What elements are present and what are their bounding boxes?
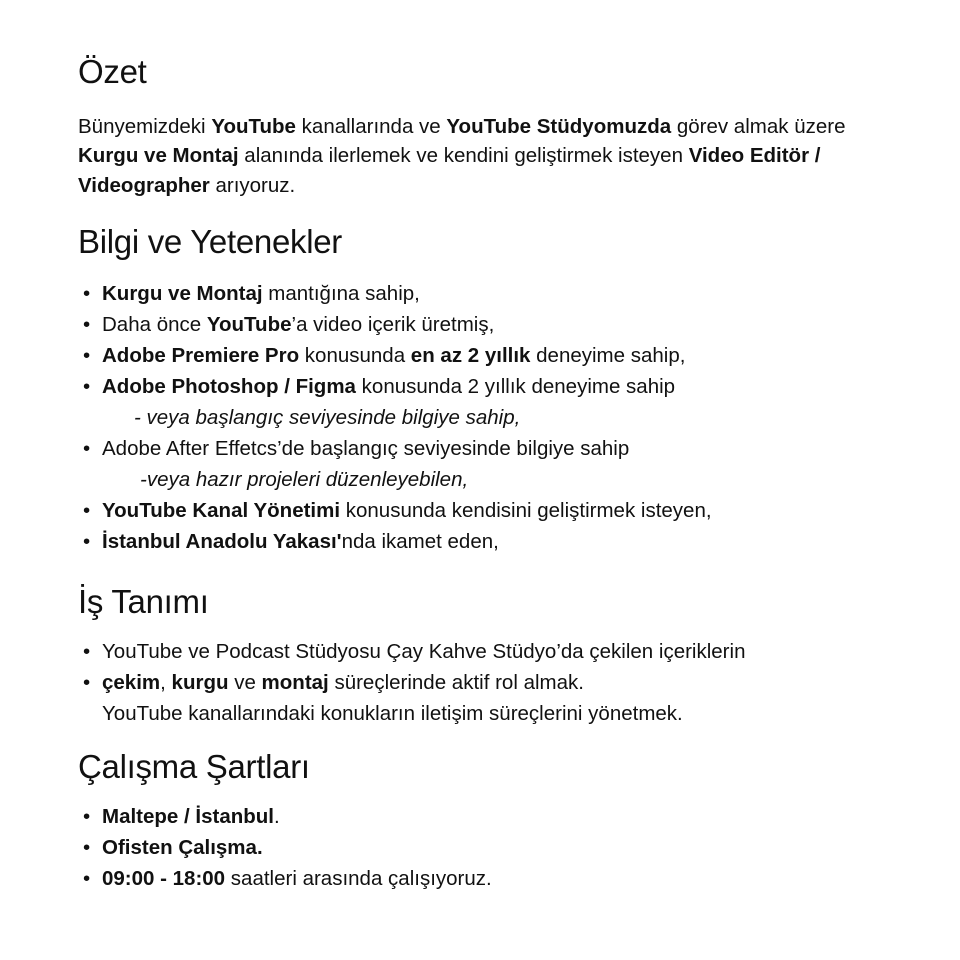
bold-text: en az 2 yıllık <box>410 343 531 367</box>
text-run: nda ikamet eden, <box>341 529 499 553</box>
bullet-icon: • <box>83 835 91 859</box>
text-run: Adobe After Effetcs’de başlangıç seviyesinde bilgiye sahip <box>102 436 630 460</box>
list-item <box>78 832 492 863</box>
list-item <box>78 495 712 526</box>
calisma-list <box>78 801 492 894</box>
bilgi-list <box>78 278 712 557</box>
text-run: , <box>160 670 172 694</box>
text-run: ’a video içerik üretmiş, <box>291 312 495 336</box>
section-heading-calisma: Çalışma Şartları <box>78 748 310 785</box>
section-heading-is-tanimi: İş Tanımı <box>78 583 209 620</box>
section-is-tanimi <box>78 582 745 729</box>
text-run: YouTube kanallarındaki konukların iletişim süreçlerini yönetmek. <box>102 701 683 725</box>
bold-text: YouTube Kanal Yönetimi <box>102 498 341 522</box>
list-item <box>78 433 712 464</box>
list-item <box>78 278 712 309</box>
list-item <box>78 309 712 340</box>
list-item <box>78 340 712 371</box>
bold-text: Kurgu ve Montaj <box>102 281 263 305</box>
bullet-icon: • <box>83 312 91 336</box>
list-item <box>78 863 492 894</box>
bold-text: çekim <box>102 670 161 694</box>
ozet-paragraph <box>78 112 848 201</box>
text-run: saatleri arasında çalışıyoruz. <box>225 866 492 890</box>
text-run: Bünyemizdeki <box>78 114 212 138</box>
text-run: YouTube ve Podcast Stüdyosu Çay Kahve Stüdyo’da çekilen içeriklerin <box>102 639 746 663</box>
text-run: konusunda 2 yıllık deneyime sahip <box>355 374 676 398</box>
text-run: mantığına sahip, <box>262 281 420 305</box>
list-item <box>78 464 712 495</box>
text-run: konusunda <box>299 343 411 367</box>
text-run: . <box>274 804 280 828</box>
bullet-icon: • <box>83 374 91 398</box>
text-run: arıyoruz. <box>209 173 296 197</box>
bold-text: Adobe Premiere Pro <box>102 343 300 367</box>
bold-text: YouTube Stüdyomuzda <box>446 114 672 138</box>
text-run: alanında ilerlemek ve kendini geliştirmek isteyen <box>238 144 689 168</box>
list-item <box>78 698 745 729</box>
list-item <box>78 667 745 698</box>
bullet-icon: • <box>83 529 91 553</box>
bullet-icon: • <box>83 436 91 460</box>
text-run: görev almak üzere <box>671 114 846 138</box>
list-item <box>78 801 492 832</box>
bullet-icon: • <box>83 639 91 663</box>
text-run: süreçlerinde aktif rol almak. <box>328 670 584 694</box>
text-run: kanallarında ve <box>295 114 447 138</box>
bullet-icon: • <box>83 498 91 522</box>
is-tanimi-list <box>78 636 745 729</box>
text-run: Daha önce <box>102 312 207 336</box>
bold-text: Ofisten Çalışma. <box>102 835 263 859</box>
bold-text: Adobe Photoshop / Figma <box>102 374 356 398</box>
bullet-icon: • <box>83 281 91 305</box>
list-item <box>78 402 712 433</box>
section-bilgi <box>78 222 712 557</box>
list-item <box>78 636 745 667</box>
bold-text: kurgu <box>171 670 229 694</box>
text-run: - veya başlangıç seviyesinde bilgiye sahip, <box>134 405 521 429</box>
section-calisma <box>78 747 492 894</box>
bold-text: montaj <box>261 670 329 694</box>
bold-text: YouTube <box>211 114 296 138</box>
text-run: -veya hazır projeleri düzenleyebilen, <box>140 467 469 491</box>
text-run: ve <box>228 670 262 694</box>
text-run: konusunda kendisini geliştirmek isteyen, <box>340 498 712 522</box>
section-heading-ozet: Özet <box>78 53 147 90</box>
bold-text: İstanbul Anadolu Yakası' <box>102 529 342 553</box>
bullet-icon: • <box>83 670 91 694</box>
bold-text: Maltepe / İstanbul <box>102 804 274 828</box>
bullet-icon: • <box>83 343 91 367</box>
section-heading-bilgi: Bilgi ve Yetenekler <box>78 223 342 260</box>
bullet-icon: • <box>83 866 91 890</box>
section-ozet <box>78 52 848 200</box>
bold-text: 09:00 - 18:00 <box>102 866 226 890</box>
bold-text: Video Editör / Videographer <box>78 144 821 197</box>
bold-text: Kurgu ve Montaj <box>78 144 239 168</box>
list-item <box>78 526 712 557</box>
text-run: deneyime sahip, <box>530 343 686 367</box>
list-item <box>78 371 712 402</box>
bold-text: YouTube <box>206 312 292 336</box>
bullet-icon: • <box>83 804 91 828</box>
